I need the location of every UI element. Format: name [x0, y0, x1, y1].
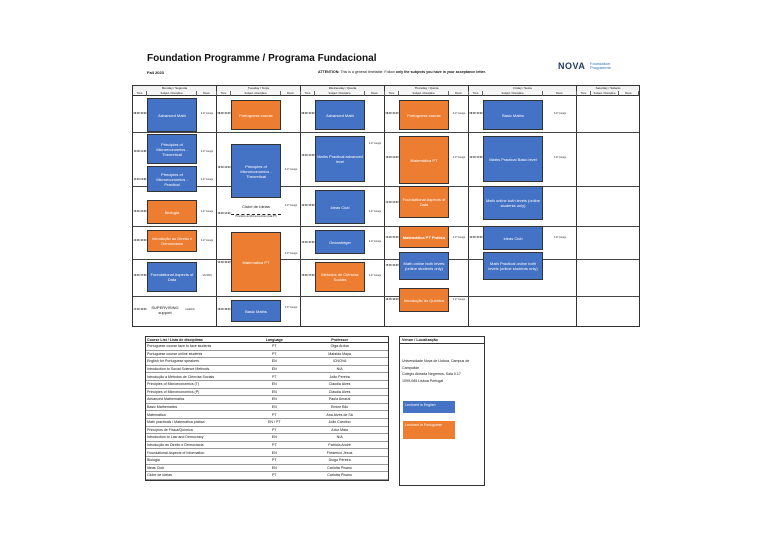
- logo-subtitle: [590, 62, 611, 71]
- venue-line: Universidade Nova de Lisboa, Campus de Campolide: [402, 359, 470, 370]
- course-professor: Frederico Jesus: [291, 449, 388, 457]
- day-header: Tuesday / Terça: [217, 86, 300, 92]
- room-header: Room: [365, 91, 385, 96]
- room-label: 0.17 Lisogo: [200, 210, 214, 213]
- class-matematica-pt[interactable]: Matemática PT: [231, 232, 281, 292]
- room-label: 0.17 Lisogo: [553, 112, 567, 115]
- time-label: 16:30 18:00: [385, 298, 399, 301]
- class-microeconomia-pt[interactable]: Principios de Microeconomia (Aula PT): [231, 214, 281, 218]
- course-language: PT: [257, 343, 291, 351]
- day-header: Friday / Sexta: [469, 86, 576, 92]
- logo-line1: Foundation: [590, 61, 611, 66]
- subject-header: Subject / Disciplina: [483, 91, 543, 96]
- course-professor: João Carolino: [291, 418, 388, 426]
- time-header: Time: [133, 91, 147, 96]
- course-name: Princípios de Física/Química: [146, 426, 257, 434]
- day-column-saturday: [577, 86, 639, 326]
- time-label: 10:00 12:00: [301, 154, 315, 157]
- course-language: PT: [257, 350, 291, 358]
- time-label: 15:00 16:30: [385, 264, 399, 267]
- time-label: 16:00 17:30: [133, 274, 147, 277]
- course-name: Principles of Microeconomics (P): [146, 388, 257, 396]
- legend-english: Lectured in English: [403, 401, 455, 413]
- course-professor: Paula Amaral: [291, 396, 388, 404]
- course-name: Ideas Club: [146, 464, 257, 472]
- course-professor: Carlotta Pisano: [291, 472, 388, 480]
- course-row: [146, 441, 388, 449]
- course-professor: João Pereira: [291, 373, 388, 381]
- course-row: [146, 388, 388, 396]
- class-biologia[interactable]: Biologia: [147, 200, 197, 224]
- course-name: Introdução ao Direito e Democracia: [146, 441, 257, 449]
- room-label: 0.17 Lisogo: [284, 252, 298, 255]
- course-language: EN: [257, 434, 291, 442]
- course-language: EN / PT: [257, 418, 291, 426]
- time-label: 08:00 10:00: [133, 112, 147, 115]
- room-label: 0.17 Lisogo: [368, 142, 382, 145]
- course-language: EN: [257, 358, 291, 366]
- course-professor: Patrícia André: [291, 441, 388, 449]
- course-name: Introduction to Law and Democracy: [146, 434, 257, 442]
- course-name: Portuguese course face to face students: [146, 343, 257, 351]
- subject-header: Subject / Disciplina: [231, 91, 281, 96]
- time-label: 14:30 16:30: [217, 261, 231, 264]
- day-header: Saturday / Sábado: [577, 86, 639, 92]
- course-row: [146, 380, 388, 388]
- room-label: 0.17 Lisogo: [200, 178, 214, 181]
- subject-header: Subject / Disciplina: [591, 91, 619, 96]
- course-name: Clube de Ideias: [146, 472, 257, 480]
- class-basic-maths[interactable]: Basic Maths: [231, 300, 281, 322]
- course-name: Biologia: [146, 456, 257, 464]
- class-microeconomics-theoretical[interactable]: Principles of Microeconomics - Theoretical: [147, 134, 197, 164]
- course-name: Matemática: [146, 411, 257, 419]
- course-professor: Ana Alves de Sá: [291, 411, 388, 419]
- nova-logo: [558, 60, 630, 76]
- course-name: Introduction to Social Science Methods: [146, 365, 257, 373]
- time-label: 15:30 17:00: [301, 274, 315, 277]
- room-label: 0.17 Lisogo: [368, 274, 382, 277]
- course-list: [145, 336, 389, 481]
- room-label: 0.17 Lisogo: [368, 240, 382, 243]
- class-matematica-pt[interactable]: Matemática PT: [399, 136, 449, 184]
- class-portuguese-course[interactable]: Portuguese course: [399, 100, 449, 130]
- attention-text: This is a general timetable. Follow: [340, 70, 395, 74]
- room-header: Room: [197, 91, 217, 96]
- class-matematica-pratica[interactable]: Matemática PT Prática: [399, 226, 449, 248]
- attention-note: [318, 70, 486, 74]
- time-header: Time: [469, 91, 483, 96]
- venue-line: Colégio Almada Negreiros, Sala 0.17: [402, 372, 461, 376]
- logo-word: NOVA: [558, 61, 586, 71]
- course-name: Basic Mathematics: [146, 403, 257, 411]
- time-label: 17:30 19:00: [133, 308, 147, 311]
- day-header: Monday / Segunda: [133, 86, 216, 92]
- time-label: 10:00 13:00: [217, 166, 231, 169]
- room-label: Auditório: [185, 308, 195, 311]
- language-header: Language: [257, 337, 291, 343]
- class-portuguese-course[interactable]: Portuguese course: [231, 100, 281, 130]
- room-header: Room: [543, 91, 577, 96]
- course-row: [146, 373, 388, 381]
- time-label: 08:00 10:00: [301, 112, 315, 115]
- room-label: 0.17 Lisogo: [284, 204, 298, 207]
- course-language: EN: [257, 396, 291, 404]
- time-label: 14:00 15:30: [301, 241, 315, 244]
- class-maths-practical-advanced[interactable]: Maths Practical advanced level: [315, 136, 365, 182]
- class-math-online[interactable]: Math online both levels (online students only): [483, 186, 543, 220]
- class-maths-practical-basic[interactable]: Maths Practical Basic level: [483, 136, 543, 182]
- time-label: 14:00 15:00: [385, 236, 399, 239]
- course-language: PT: [257, 472, 291, 480]
- venue-line: 1099-085 Lisboa Portugal: [402, 378, 444, 383]
- course-language: EN: [257, 449, 291, 457]
- course-language: EN: [257, 464, 291, 472]
- time-label: 16:30 18:00: [217, 308, 231, 311]
- course-language: PT: [257, 373, 291, 381]
- course-row: [146, 434, 388, 442]
- room-label: 0.17 Lisogo: [553, 236, 567, 239]
- class-math-practical-online[interactable]: Math Practical online both levels (online students only): [483, 252, 543, 280]
- class-introducao-quimica[interactable]: Introdução às Química: [399, 288, 449, 312]
- class-microeconomics-theoretical[interactable]: Principles of Microeconomics - Theoretical: [231, 144, 281, 198]
- class-math-online[interactable]: Math online both levels (online students only): [399, 252, 449, 280]
- day-header: Thursday / Quinta: [385, 86, 468, 92]
- time-label: 14:30 16:00: [133, 239, 147, 242]
- course-language: EN: [257, 403, 291, 411]
- venue-heading: Venue / Localização: [400, 337, 484, 344]
- room-label: 0.17 Lisogo: [553, 156, 567, 159]
- course-professor: Cláudia Alves: [291, 388, 388, 396]
- term-label: Fall 2023: [147, 70, 164, 75]
- class-ideas-club[interactable]: Ideas Club: [315, 190, 365, 224]
- subject-header: Subject / Disciplina: [147, 91, 197, 96]
- time-label: 10:00 12:00: [469, 156, 483, 159]
- time-label: 13:00 14:30: [133, 210, 147, 213]
- course-professor: Diogo Pereira: [291, 456, 388, 464]
- course-language: PT: [257, 456, 291, 464]
- time-header: Time: [217, 91, 231, 96]
- course-professor: N/A: [291, 434, 388, 442]
- course-professor: Olga Ardua: [291, 343, 388, 351]
- course-row: [146, 456, 388, 464]
- course-header: Course List / Lista de disciplinas: [146, 337, 257, 343]
- timetable: [132, 85, 640, 327]
- class-advanced-math[interactable]: Advanced Math: [147, 98, 197, 132]
- time-label: 13:00 14:30: [217, 212, 231, 215]
- course-row: [146, 396, 388, 404]
- room-header: Room: [449, 91, 469, 96]
- time-label: 11:30 13:00: [133, 178, 147, 181]
- time-label: 08:00 10:00: [469, 112, 483, 115]
- course-name: Math practicals / Matemática prática: [146, 418, 257, 426]
- class-metodos-ciencias-sociais[interactable]: Métodos de Ciências Sociais: [315, 262, 365, 292]
- course-language: PT: [257, 426, 291, 434]
- course-row: [146, 350, 388, 358]
- day-header: Wednesday / Quarta: [301, 86, 384, 92]
- course-row: [146, 418, 388, 426]
- class-basic-maths[interactable]: Basic Maths: [483, 100, 543, 130]
- course-language: PT: [257, 441, 291, 449]
- class-clube-ideias[interactable]: Clube de Ideias: [231, 200, 281, 212]
- course-language: PT: [257, 411, 291, 419]
- class-foundational-data[interactable]: Foundational Aspects of Data: [399, 186, 449, 218]
- time-label: 12:00 13:30: [301, 204, 315, 207]
- professor-header: Professor: [291, 337, 388, 343]
- time-label: 14:00 15:30: [469, 236, 483, 239]
- time-label: 08:00 10:00: [217, 112, 231, 115]
- time-label: 08:00 10:00: [385, 112, 399, 115]
- venue-box: [399, 336, 485, 486]
- room-label: 0.17 Lisogo: [284, 306, 298, 309]
- class-ideas-club[interactable]: Ideas Club: [483, 226, 543, 250]
- course-name: Foundational Aspects of Information: [146, 449, 257, 457]
- course-row: [146, 343, 388, 351]
- page-title: Foundation Programme / Programa Fundacional: [147, 53, 377, 64]
- course-professor: ICNOVA: [291, 358, 388, 366]
- time-header: Time: [301, 91, 315, 96]
- room-label: 0.17 Lisogo: [452, 112, 466, 115]
- course-professor: N/A: [291, 365, 388, 373]
- class-microeconomics-practical[interactable]: Principles of Microeconomics - Practical: [147, 166, 197, 192]
- room-header: Room: [619, 91, 639, 96]
- room-label: 0.17 Lisogo: [200, 239, 214, 242]
- course-row: [146, 411, 388, 419]
- course-professor: Cláudia Alves: [291, 380, 388, 388]
- course-row: [146, 403, 388, 411]
- attention-bold: only the subjects you have in your acceptance letter.: [395, 70, 486, 74]
- room-label: 0.17 Lisogo: [452, 236, 466, 239]
- course-language: EN: [257, 365, 291, 373]
- subject-header: Subject / Disciplina: [399, 91, 449, 96]
- legend-portuguese: Lectured in Portuguese: [403, 421, 455, 439]
- course-professor: Mafalda Maya: [291, 350, 388, 358]
- course-table: [146, 337, 388, 480]
- time-header: Time: [577, 91, 591, 96]
- time-label: 10:00 12:00: [385, 156, 399, 159]
- course-name: English for Portuguese speakers: [146, 358, 257, 366]
- course-name: Advanced Mathematics: [146, 396, 257, 404]
- class-advanced-math[interactable]: Advanced Math: [315, 100, 365, 130]
- room-label: 0.17 Lisogo: [284, 168, 298, 171]
- room-label: 1/0.0245: [202, 274, 212, 277]
- course-name: Introdução a Métodos de Ciências Sociais: [146, 373, 257, 381]
- course-row: [146, 365, 388, 373]
- room-label: 0.17 Lisogo: [200, 150, 214, 153]
- course-name: Portuguese course online students: [146, 350, 257, 358]
- course-name: Principles of Microeconomics (T): [146, 380, 257, 388]
- course-row: [146, 472, 388, 480]
- class-foundational-data[interactable]: Foundational Aspects of Data: [147, 262, 197, 292]
- room-label: 0.17 Lisogo: [368, 210, 382, 213]
- course-row: [146, 449, 388, 457]
- room-header: Room: [281, 91, 301, 96]
- course-language: EN: [257, 380, 291, 388]
- room-label: 0.17 Lisogo: [452, 298, 466, 301]
- course-professor: Artur Maia: [291, 426, 388, 434]
- course-professor: Emine Bilo: [291, 403, 388, 411]
- class-oneanbitger[interactable]: Oneanbitger: [315, 230, 365, 254]
- course-professor: Carlotta Pisano: [291, 464, 388, 472]
- class-supervising-support[interactable]: SUPERVISING support: [147, 300, 183, 320]
- class-direito-democracia[interactable]: Introdução ao Direito e Democracia: [147, 230, 197, 252]
- time-label: 10:00 11:30: [133, 150, 147, 153]
- logo-line2: Programme: [590, 65, 611, 71]
- room-label: 0.17 Lisogo: [200, 112, 214, 115]
- course-row: [146, 426, 388, 434]
- course-row: [146, 464, 388, 472]
- course-language: EN: [257, 388, 291, 396]
- time-header: Time: [385, 91, 399, 96]
- room-label: 0.17 Lisogo: [452, 156, 466, 159]
- course-row: [146, 358, 388, 366]
- subject-header: Subject / Disciplina: [315, 91, 365, 96]
- time-label: 12:00 14:00: [385, 201, 399, 204]
- attention-prefix: ATTENTION:: [318, 70, 340, 74]
